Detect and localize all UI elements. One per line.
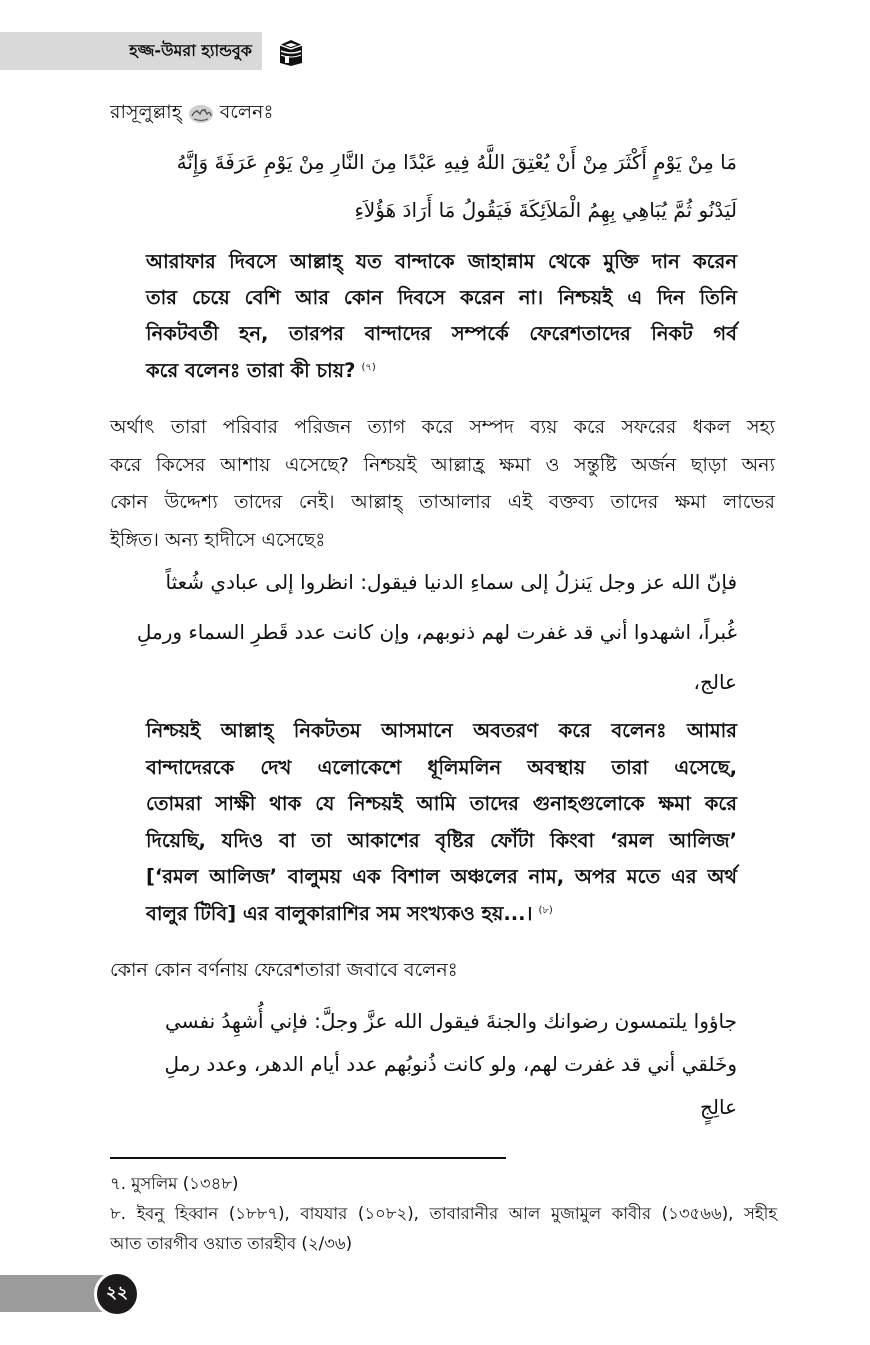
translation-2-line-3: তোমরা সাক্ষী থাক যে নিশ্চয়ই আমি তাদের গুনাহগুলোকে ক্ষমা করে bbox=[146, 792, 737, 815]
footnote-ref-7[interactable]: (৭) bbox=[361, 361, 376, 373]
intro-after: বলেনঃ bbox=[219, 101, 274, 123]
arabic-hadith-2-line-1: فإنّ الله عز وجل يَنزلُ إلى سماءِ الدنيا فيقول: انظروا إلى عبادي شُعثاً bbox=[165, 570, 737, 594]
intro-line bbox=[110, 98, 274, 130]
translation-1-line-4 bbox=[146, 357, 376, 389]
intro-before: রাসূলুল্লাহ্ bbox=[110, 101, 182, 123]
running-header bbox=[0, 32, 262, 70]
footnote-ref-8[interactable]: (৮) bbox=[538, 904, 553, 916]
footnote-8-line-1: ৮. ইবনু হিব্বান (১৮৮৭), বাযযার (১০৮২), তাবারানীর আল মুজামুল কাবীর (১৩৫৬৬), সহীহ bbox=[110, 1204, 777, 1223]
translation-1-line-4-text: করে বলেনঃ তারা কী চায়? bbox=[146, 359, 356, 382]
page-number: ২২ bbox=[94, 1271, 140, 1317]
translation-2-line-6-text: বালুর টিবি] এর বালুকারাশির সম সংখ্যকও হয়...। bbox=[146, 902, 533, 925]
translation-2-line-6 bbox=[146, 900, 553, 932]
kaaba-icon bbox=[277, 37, 305, 67]
translation-2-line-1: নিশ্চয়ই আল্লাহ্ নিকটতম আসমানে অবতরণ করে বলেনঃ আমার bbox=[146, 719, 737, 742]
footnote-divider bbox=[110, 1157, 506, 1159]
translation-2-line-5: [‘রমল আলিজ’ বালুময় এক বিশাল অঞ্চলের নাম, অপর মতে এর অর্থ bbox=[146, 865, 737, 888]
lead-3: কোন কোন বর্ণনায় ফেরেশতারা জবাবে বলেনঃ bbox=[110, 959, 458, 981]
translation-1-line-1: আরাফার দিবসে আল্লাহ্ যত বান্দাকে জাহান্নাম থেকে মুক্তি দান করেন bbox=[146, 250, 737, 273]
paragraph-line-2: করে কিসের আশায় এসেছে? নিশ্চয়ই আল্লাহ্র ক্ষমা ও সন্তুষ্টি অর্জন ছাড়া অন্য bbox=[110, 454, 775, 476]
arabic-hadith-1-line-2: لَيَدْنُو ثُمَّ يُبَاهِي بِهِمُ الْمَلاَئِكَةَ فَيَقُولُ مَا أَرَادَ هَؤُلاَءِ bbox=[354, 198, 737, 222]
arabic-hadith-3-line-2: وخَلقي أني قد غفرت لهم، ولو كانت ذُنوبُهم عدد أيام الدهر، وعدد رملِ bbox=[164, 1052, 737, 1076]
arabic-hadith-2-line-3: عالج، bbox=[693, 670, 737, 694]
footnote-8-line-2: আত তারগীব ওয়াত তারহীব (২/৩৬) bbox=[110, 1234, 353, 1253]
arabic-hadith-3-line-3: عالِجٍ bbox=[699, 1095, 737, 1119]
translation-1-line-2: তার চেয়ে বেশি আর কোন দিবসে করেন না। নিশ্চয়ই এ দিন তিনি bbox=[146, 286, 737, 309]
paragraph-line-3: কোন উদ্দেশ্য তাদের নেই। আল্লাহ্ তাআলার এই বক্তব্য তাদের ক্ষমা লাভের bbox=[110, 491, 775, 513]
paragraph-line-4: ইঙ্গিত। অন্য হাদীসে এসেছেঃ bbox=[110, 529, 326, 551]
footnote-7: ৭. মুসলিম (১৩৪৮) bbox=[110, 1174, 239, 1193]
arabic-hadith-2-line-2: غُبراً، اشهدوا أني قد غفرت لهم ذنوبهم، وإن كانت عدد قَطرِ السماء ورملِ bbox=[136, 620, 737, 644]
salallahu-alaihi-wasallam-calligraphy-icon bbox=[188, 102, 214, 124]
translation-2-line-2: বান্দাদেরকে দেখ এলোকেশে ধূলিমলিন অবস্থায় তারা এসেছে, bbox=[146, 756, 737, 779]
translation-1-line-3: নিকটবর্তী হন, তারপর বান্দাদের সম্পর্কে ফেরেশতাদের নিকট গর্ব bbox=[146, 322, 737, 345]
translation-2-line-4: দিয়েছি, যদিও বা তা আকাশের বৃষ্টির ফোঁটা কিংবা ‘রমল আলিজ’ bbox=[146, 829, 737, 852]
paragraph-line-1: অর্থাৎ তারা পরিবার পরিজন ত্যাগ করে সম্পদ ব্যয় করে সফরের ধকল সহ্য bbox=[110, 416, 775, 438]
arabic-hadith-1-line-1: مَا مِنْ يَوْمٍ أَكْثَرَ مِنْ أَنْ يُعْتِقَ اللَّهُ فِيهِ عَبْدًا مِنَ النَّارِ مِنْ يَوْمِ عَرَفَةَ وَإِنَّهُ bbox=[176, 150, 737, 174]
book-title: হজ্জ-উমরা হ্যান্ডবুক bbox=[129, 41, 252, 60]
arabic-hadith-3-line-1: جاؤوا يلتمسون رضوانك والجنةَ فيقول الله عزَّ وجلَّ: فإني أُشهِدُ نفسي bbox=[164, 1009, 737, 1033]
